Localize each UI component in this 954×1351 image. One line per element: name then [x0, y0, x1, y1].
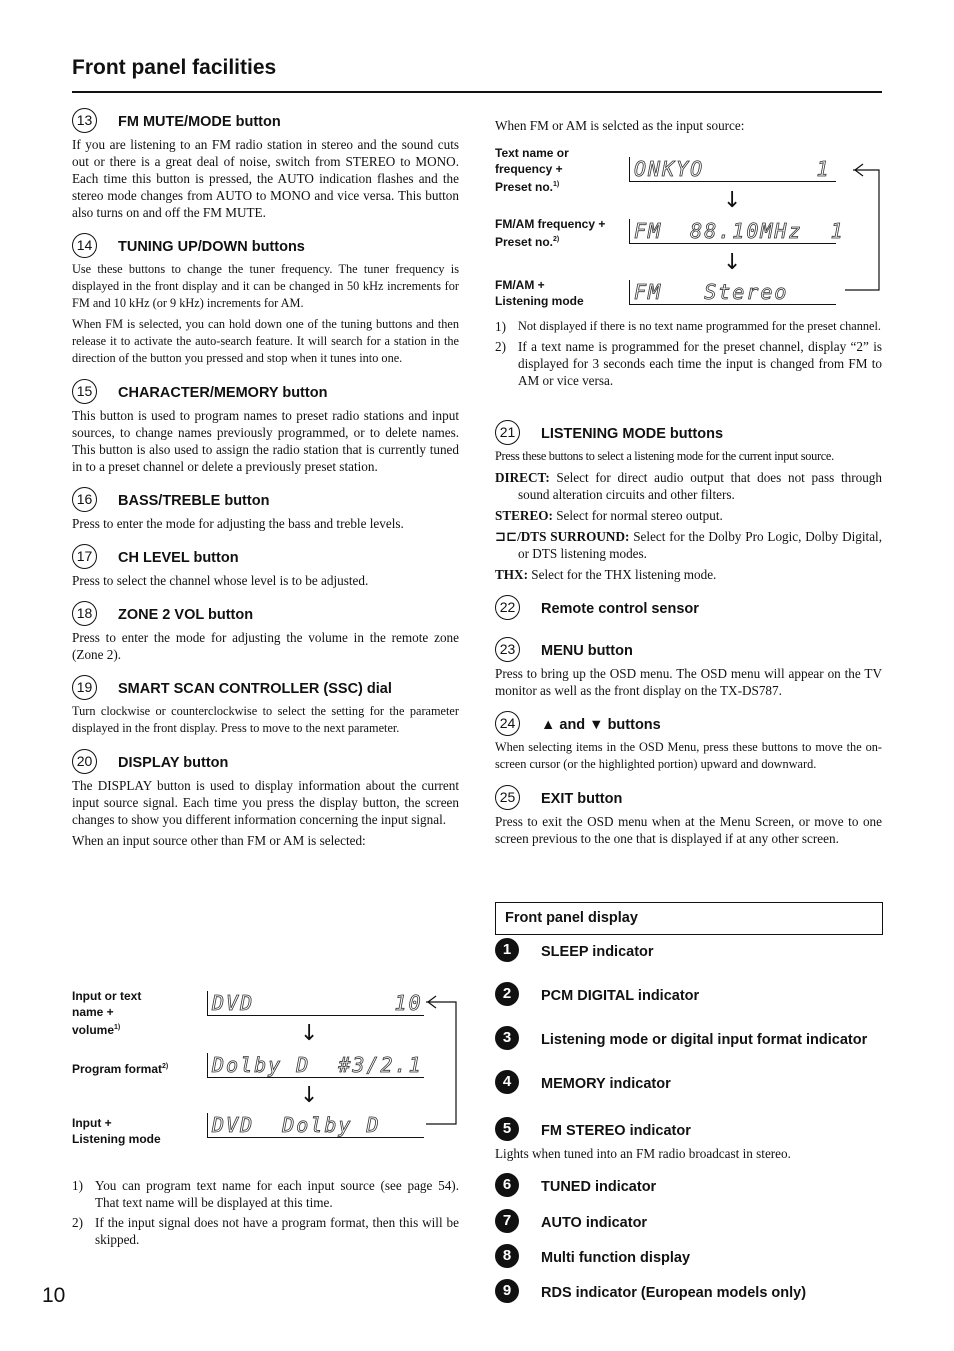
section-heading: ▲ and ▼ buttons — [541, 717, 661, 733]
mode-item: ⊐⊏/DTS SURROUND: Select for the Dolby Pro Logic, Dolby Digital, or DTS listening modes. — [495, 529, 883, 561]
mode-item: STEREO: Select for normal stereo output. — [495, 508, 723, 523]
section-bass-treble — [72, 487, 459, 532]
section-tuning — [72, 233, 459, 367]
section-text: When selecting items in the OSD Menu, press these buttons to move the on-screen cursor (or the highlighted portion) upward and downward. — [495, 740, 882, 771]
filled-number-icon: 5 — [495, 1117, 519, 1141]
section-text: Turn clockwise or counterclockwise to select the setting for the parameter displayed in the front display. Press to move to the next parameter. — [72, 704, 459, 735]
diagram-label: Input + Listening mode — [72, 1116, 161, 1146]
circled-number: 19 — [72, 675, 97, 700]
lcd-display: FM Stereo — [629, 280, 836, 305]
section-heading: MENU button — [541, 643, 633, 659]
section-text: Press to enter the mode for adjusting the bass and treble levels. — [72, 516, 404, 531]
down-arrow-icon: ↓ — [723, 188, 742, 213]
section-menu-button — [495, 637, 882, 699]
section-text: This button is used to program names to preset radio stations and input sources, to change names previously programmed, or to delete names. This button is also used to assign the radio station that is currently tuned in to a preset channel or delete a previously preset station. — [72, 408, 459, 474]
section-display-button — [72, 749, 459, 849]
footnote: 2) If a text name is programmed for the preset channel, display “2” is displayed for 3 seconds each time the input is changed from FM to AM or vice versa. — [495, 339, 882, 388]
section-text: Press these buttons to select a listening mode for the current input source. — [495, 449, 834, 463]
footnote: 2) If the input signal does not have a program format, then this will be skipped. — [72, 1215, 459, 1247]
box-heading: Front panel display — [505, 910, 638, 926]
lcd-display: DVD Dolby D — [207, 1113, 424, 1138]
section-heading: ZONE 2 VOL button — [118, 607, 254, 623]
section-text: The DISPLAY button is used to display information about the current input source signal. Each time you press the display button, the screen changes to show you different information concerning the input signal. — [72, 778, 459, 827]
circled-number: 20 — [72, 749, 97, 774]
circled-number: 18 — [72, 601, 97, 626]
circled-number: 13 — [72, 108, 97, 133]
filled-number-icon: 9 — [495, 1279, 519, 1303]
circled-number: 16 — [72, 487, 97, 512]
section-character-memory — [72, 379, 459, 475]
filled-number-icon: 6 — [495, 1173, 519, 1197]
down-arrow-icon: ↓ — [300, 1021, 319, 1046]
diagram-label: Input or text name + volume$^{1)}$ — [72, 989, 142, 1037]
section-heading: CHARACTER/MEMORY button — [118, 385, 328, 401]
section-fm-mute — [72, 108, 459, 221]
loop-arrow-icon — [424, 990, 464, 1130]
section-heading: SMART SCAN CONTROLLER (SSC) dial — [118, 681, 392, 697]
circled-number: 21 — [495, 420, 520, 445]
section-text: When FM is selected, you can hold down one of the tuning buttons and then release it to activate the auto-search feature. It will search for a station in the direction of the button you pressed and stop when it tunes into one. — [72, 317, 459, 365]
section-text: If you are listening to an FM radio station in stereo and the sound cuts out or there is a great deal of noise, switch from STEREO to MONO. Each time this button is pressed, the AUTO indication flashes and the stereo mode changes from AUTO to MONO and vice versa. This button also turns on and off the FM MUTE. — [72, 137, 459, 220]
section-text: Use these buttons to change the tuner frequency. The tuner frequency is displayed in the front display and it can be changed in 50 kHz increments for FM and 10 kHz (or 9 kHz) increments for AM. — [72, 262, 459, 310]
circled-number: 24 — [495, 711, 520, 736]
section-text: Press to bring up the OSD menu. The OSD menu will appear on the TV monitor as well as the front display on the TX-DS787. — [495, 666, 882, 698]
lcd-display: DVD 10 — [207, 991, 424, 1016]
section-heading: BASS/TREBLE button — [118, 493, 270, 509]
circled-number: 17 — [72, 544, 97, 569]
section-text: Press to exit the OSD menu when at the Menu Screen, or move to one screen previous to the one that is displayed if at any other screen. — [495, 814, 882, 846]
lcd-display: ONKYO 1 — [629, 157, 836, 182]
lcd-display: FM 88.10MHz 1 — [629, 219, 836, 244]
filled-number-icon: 1 — [495, 938, 519, 962]
footnote: 1) Not displayed if there is no text name programmed for the preset channel. — [495, 319, 881, 334]
right-column — [495, 420, 882, 851]
diagram-label: Text name or frequency + Preset no.$^{1)}$ — [495, 146, 569, 194]
section-zone2-vol — [72, 601, 459, 663]
section-heading: EXIT button — [541, 791, 623, 807]
filled-number-icon: 2 — [495, 982, 519, 1006]
section-text: When an input source other than FM or AM is selected: — [72, 833, 366, 848]
left-column — [72, 108, 459, 853]
filled-number-icon: 8 — [495, 1244, 519, 1268]
section-heading: Remote control sensor — [541, 601, 699, 617]
filled-number-icon: 4 — [495, 1070, 519, 1094]
section-ssc-dial — [72, 675, 459, 737]
filled-number-icon: 7 — [495, 1209, 519, 1233]
section-text: Press to select the channel whose level is to be adjusted. — [72, 573, 369, 588]
mode-item: THX: Select for the THX listening mode. — [495, 567, 717, 582]
section-up-down-buttons — [495, 711, 882, 773]
circled-number: 22 — [495, 595, 520, 620]
diagram-label: Program format$^{2)}$ — [72, 1062, 169, 1076]
diagram-label: FM/AM frequency + Preset no.$^{2)}$ — [495, 217, 606, 249]
footnote: 1) You can program text name for each input source (see page 54). That text name will be displayed at this time. — [72, 1178, 459, 1210]
mode-item: DIRECT: Select for direct audio output that does not pass through sound alteration circuits and other filters. — [495, 470, 882, 502]
section-remote-sensor — [495, 595, 882, 623]
page-number: 10 — [42, 1284, 66, 1307]
section-listening-mode — [495, 420, 882, 583]
fm-stereo-description: Lights when tuned into an FM radio broadcast in stereo. — [495, 1146, 791, 1161]
circled-number: 23 — [495, 637, 520, 662]
section-heading: LISTENING MODE buttons — [541, 426, 724, 442]
section-heading: CH LEVEL button — [118, 550, 239, 566]
section-ch-level — [72, 544, 459, 589]
down-arrow-icon: ↓ — [723, 250, 742, 275]
left-footnotes — [72, 1177, 459, 1251]
title-rule — [72, 91, 882, 93]
section-heading: TUNING UP/DOWN buttons — [118, 239, 305, 255]
filled-number-icon: 3 — [495, 1026, 519, 1050]
section-heading: FM MUTE/MODE button — [118, 114, 281, 130]
section-text: Press to enter the mode for adjusting the volume in the remote zone (Zone 2). — [72, 630, 459, 662]
loop-arrow-icon — [845, 158, 885, 294]
circled-number: 25 — [495, 785, 520, 810]
circled-number: 15 — [72, 379, 97, 404]
section-exit-button — [495, 785, 882, 847]
right-intro — [495, 117, 882, 138]
lcd-display: Dolby D #3/2.1 — [207, 1053, 424, 1078]
page-title: Front panel facilities — [72, 56, 277, 79]
right-footnotes — [495, 318, 882, 392]
section-heading: DISPLAY button — [118, 755, 229, 771]
circled-number: 14 — [72, 233, 97, 258]
intro-text: When FM or AM is selcted as the input source: — [495, 118, 745, 133]
diagram-label: FM/AM + Listening mode — [495, 278, 584, 308]
front-panel-display-box — [495, 902, 883, 935]
down-arrow-icon: ↓ — [300, 1083, 319, 1108]
